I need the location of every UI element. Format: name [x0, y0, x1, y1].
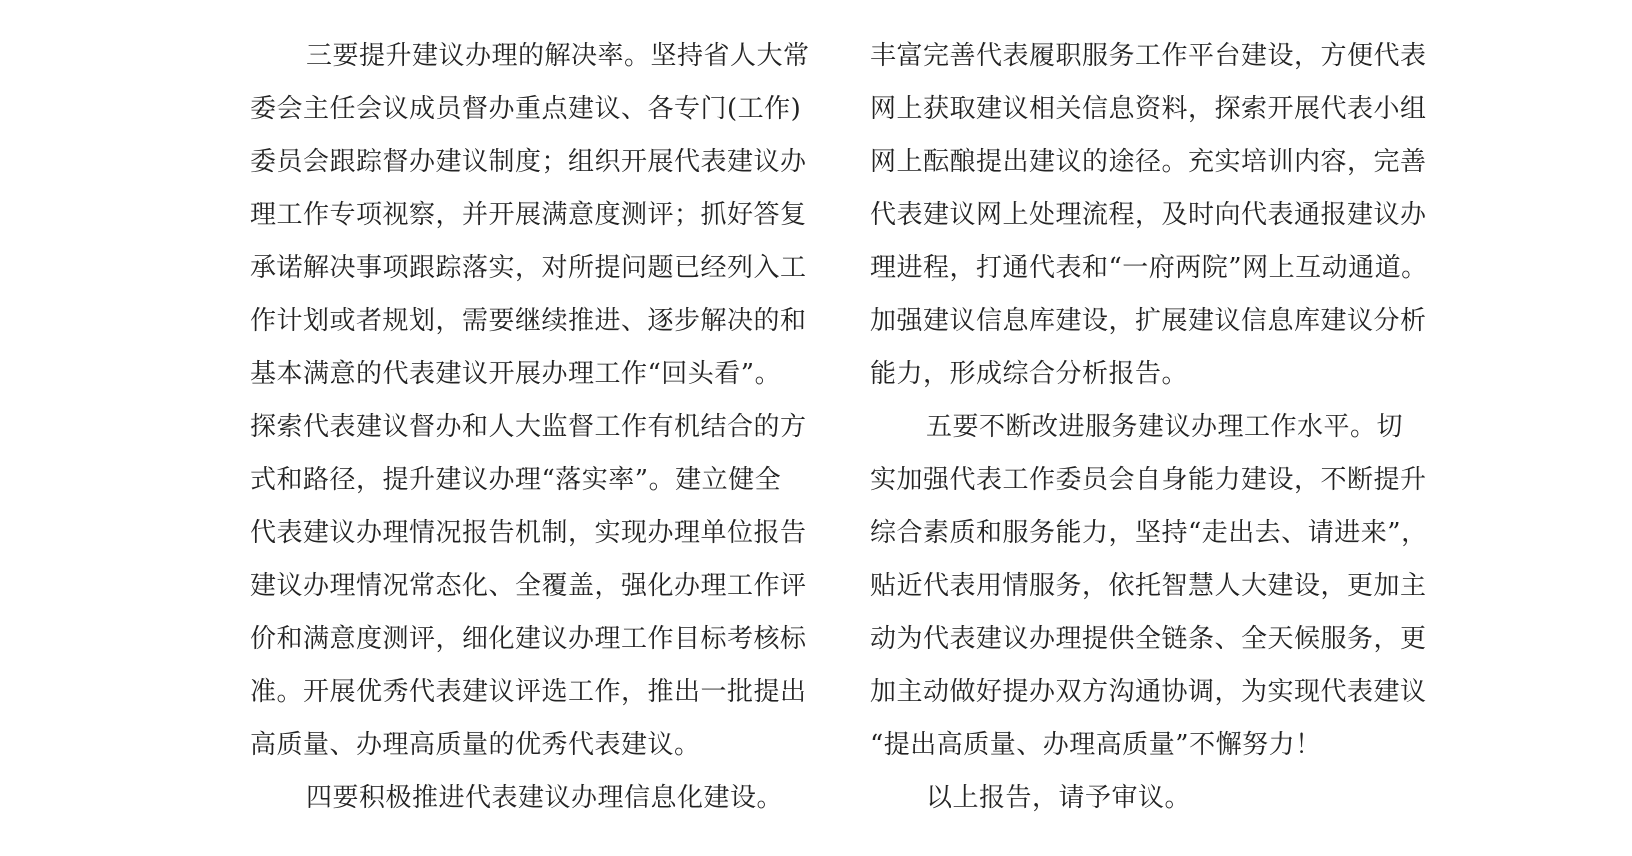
- left-column: [250, 30, 810, 825]
- text-line: “提出高质量、办理高质量”不懈努力！: [870, 730, 1322, 760]
- text-line: 丰富完善代表履职服务工作平台建设，方便代表: [870, 41, 1427, 71]
- right-column: [870, 30, 1428, 825]
- text-line: 四要积极推进代表建议办理信息化建设。: [306, 783, 784, 813]
- text-line: 理工作专项视察，并开展满意度测评；抓好答复: [250, 200, 807, 230]
- text-line: 动为代表建议办理提供全链条、全天候服务，更: [870, 624, 1427, 654]
- text-line: 探索代表建议督办和人大监督工作有机结合的方: [250, 412, 807, 442]
- text-line: 能力，形成综合分析报告。: [870, 359, 1189, 389]
- text-line: 综合素质和服务能力，坚持“走出去、请进来”，: [870, 518, 1428, 548]
- text-line: 理进程，打通代表和“一府两院”网上互动通道。: [870, 253, 1428, 283]
- text-line: 网上获取建议相关信息资料，探索开展代表小组: [870, 94, 1427, 124]
- text-line: 基本满意的代表建议开展办理工作“回头看”。: [250, 359, 782, 389]
- text-line: 式和路径，提升建议办理“落实率”。建立健全: [250, 465, 782, 495]
- text-line: 作计划或者规划，需要继续推进、逐步解决的和: [250, 306, 807, 336]
- text-line: 价和满意度测评，细化建议办理工作目标考核标: [250, 624, 807, 654]
- text-line: 贴近代表用情服务，依托智慧人大建设，更加主: [870, 571, 1427, 601]
- text-line: 代表建议网上处理流程，及时向代表通报建议办: [870, 200, 1427, 230]
- text-line: 准。开展优秀代表建议评选工作，推出一批提出: [250, 677, 807, 707]
- text-line: 委会主任会议成员督办重点建议、各专门(工作): [250, 94, 802, 124]
- text-line: 加强建议信息库建设，扩展建议信息库建议分析: [870, 306, 1427, 336]
- text-line: 高质量、办理高质量的优秀代表建议。: [250, 730, 701, 760]
- text-line: 承诺解决事项跟踪落实，对所提问题已经列入工: [250, 253, 807, 283]
- text-line: 网上酝酿提出建议的途径。充实培训内容，完善: [870, 147, 1427, 177]
- text-line: 委员会跟踪督办建议制度；组织开展代表建议办: [250, 147, 807, 177]
- text-line: 以上报告，请予审议。: [926, 783, 1192, 813]
- text-line: 实加强代表工作委员会自身能力建设，不断提升: [870, 465, 1427, 495]
- text-line: 加主动做好提办双方沟通协调，为实现代表建议: [870, 677, 1427, 707]
- text-line: 三要提升建议办理的解决率。坚持省人大常: [306, 41, 810, 71]
- text-line: 代表建议办理情况报告机制，实现办理单位报告: [250, 518, 807, 548]
- text-line: 五要不断改进服务建议办理工作水平。切: [926, 412, 1404, 442]
- text-line: 建议办理情况常态化、全覆盖，强化办理工作评: [250, 571, 807, 601]
